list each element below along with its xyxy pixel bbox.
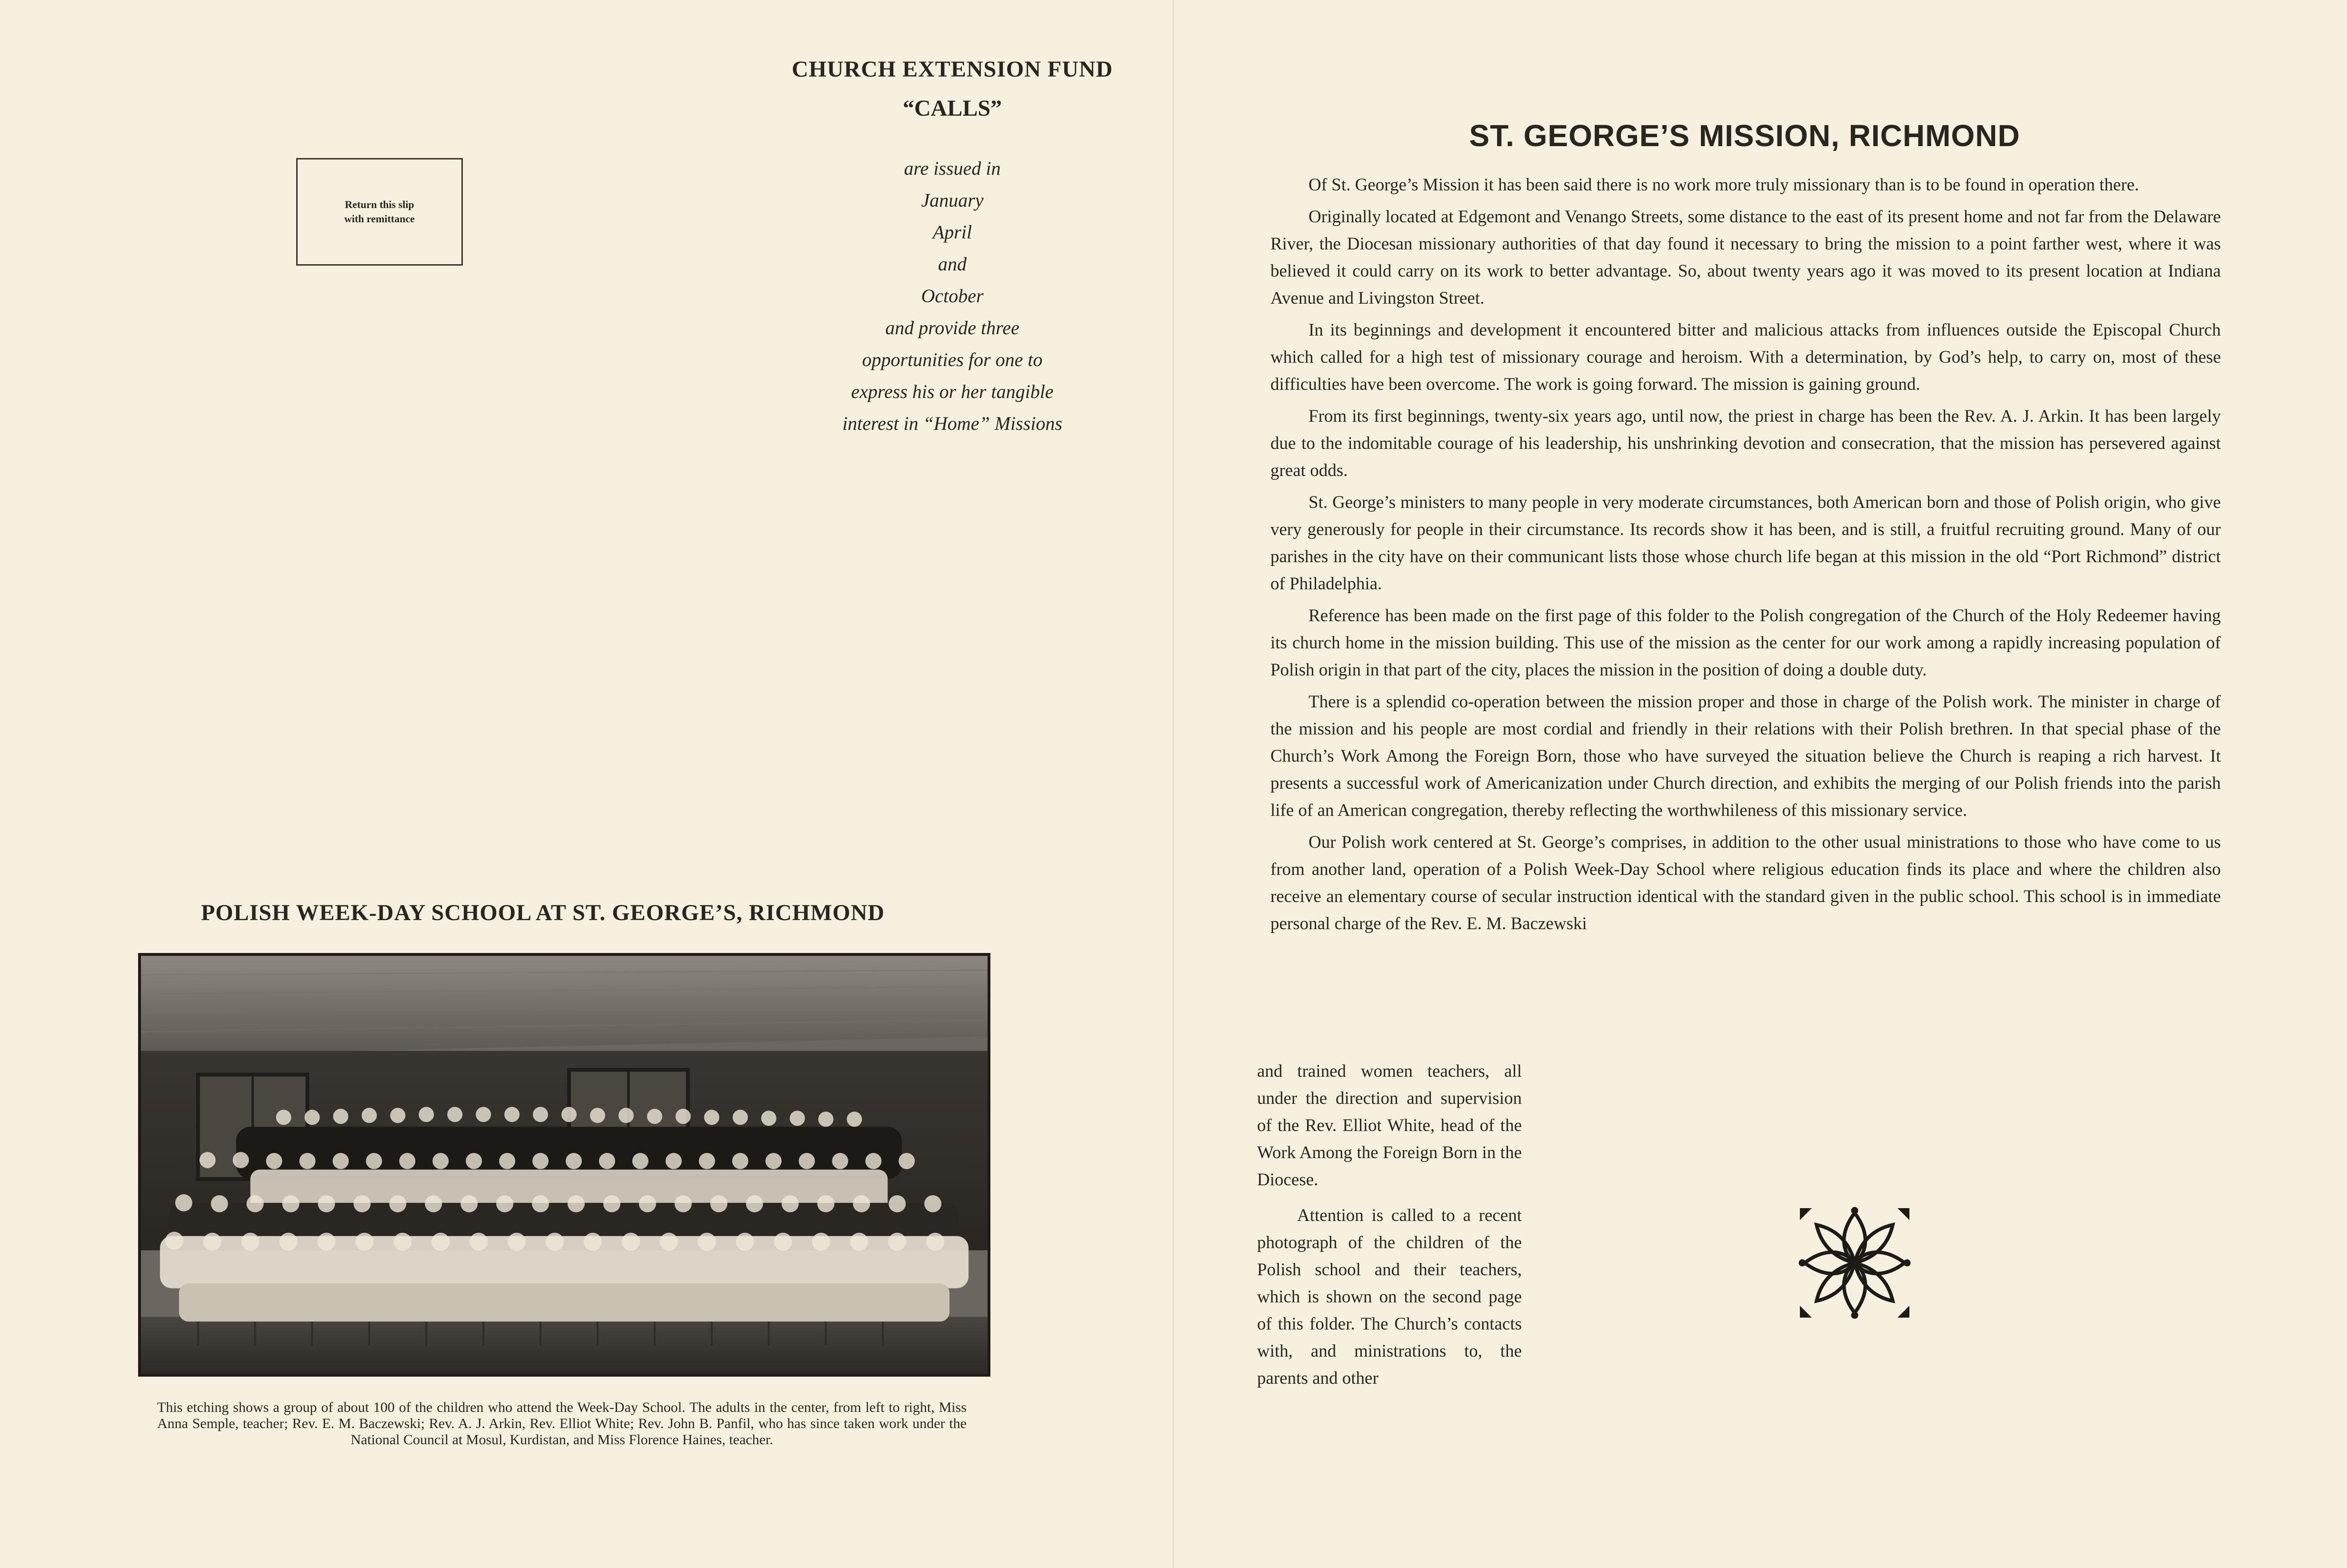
ornament-graphic: [1795, 1203, 1914, 1322]
fund-line: April: [932, 221, 972, 243]
fund-line: and: [938, 253, 967, 275]
article-paragraph: There is a splendid co-operation between the mission proper and those in charge of the Polish work. The minister in charge of the mission and his people are most cordial and friendly in their relations with their Polish brethren. In that special phase of the Church’s Work Among the Foreign Born, those who have surveyed the situation believe the Church is reaping a rich harvest. It presents a successful work of Americanization under Church direction, and exhibits the merging of our Polish friends into the parish life of an American congregation, thereby reflecting the worthwhileness of this missionary service.: [1270, 692, 2221, 820]
article-paragraph: Of St. George’s Mission it has been said there is no work more truly missionary than is to be found in operation there.: [1308, 175, 2139, 195]
fund-line: express his or her tangible: [851, 381, 1054, 402]
slip-line: with remittance: [344, 213, 415, 225]
fund-line: opportunities for one to: [862, 349, 1043, 370]
article-paragraph: Originally located at Edgemont and Venango Streets, some distance to the east of its present home and not far from the Delaware River, the Diocesan missionary authorities of that day found it necessary to bring the mission to a point farther west, where it was believed it could carry on its work to better advantage. So, about twenty years ago it was moved to its present location at Indiana Avenue and Livingston Street.: [1270, 207, 2221, 308]
photo-caption: This etching shows a group of about 100 of the children who attend the Week-Day School. The adults in the center, from left to right, Miss Anna Semple, teacher; Rev. E. M. Baczewski; Rev. A. J. Arkin, Rev. Elliot White; Rev. John B. Panfil, who has since taken work under the National Council at Mosul, Kurdistan, and Miss Florence Haines, teacher.: [157, 1399, 967, 1448]
mission-title: ST. GEORGE’S MISSION, RICHMOND: [1469, 119, 2020, 153]
article-paragraph: and trained women teachers, all under the direction and supervision of the Rev. Elliot White, head of the Work Among the Foreign Born in the Diocese.: [1257, 1062, 1522, 1190]
fund-line: and provide three: [885, 317, 1019, 338]
photo-title: POLISH WEEK-DAY SCHOOL AT ST. GEORGE’S, RICHMOND: [201, 900, 885, 925]
fund-title: CHURCH EXTENSION FUND: [791, 57, 1113, 82]
article-narrow-column: [1257, 1058, 1522, 1400]
floral-ornament-icon: [1795, 1203, 1914, 1322]
fund-line: October: [921, 285, 984, 307]
article-paragraph: In its beginnings and development it encountered bitter and malicious attacks from influences outside the Episcopal Church which called for a high test of missionary courage and heroism. With a determination, by God’s help, to carry on, most of these difficulties have been overcome. The work is going forward. The mission is gaining ground.: [1270, 320, 2221, 394]
photo-illustration: [141, 956, 988, 1374]
article-paragraph: Our Polish work centered at St. George’s comprises, in addition to the other usual ministrations to those who have come to us from another land, operation of a Polish Week-Day School where religious education finds its place and where the children also receive an elementary course of secular instruction identical with the standard given in the public school. This school is in immediate personal charge of the Rev. E. M. Baczewski: [1270, 833, 2221, 933]
article-paragraph: From its first beginnings, twenty-six years ago, until now, the priest in charge has been the Rev. A. J. Arkin. It has been largely due to the indomitable courage of his leadership, his unshrinking devotion and consecration, that the mission has persevered against great odds.: [1270, 407, 2221, 480]
school-group-photo: [138, 953, 990, 1377]
return-slip-box: [296, 158, 463, 266]
fund-line: January: [921, 189, 984, 211]
article-paragraph: Attention is called to a recent photograph of the children of the Polish school and their teachers, which is shown on the second page of this folder. The Church’s contacts with, and ministrations to, the parents and other: [1257, 1206, 1522, 1388]
article-paragraph: St. George’s ministers to many people in very moderate circumstances, both American born and those of Polish origin, who give very generously for people in their circumstance. Its records show it has been, and is still, a fruitful recruiting ground. Many of our parishes in the city have on their communicant lists those whose church life began at this mission in the old “Port Richmond” district of Philadelphia.: [1270, 493, 2221, 594]
mission-article: [1270, 171, 2221, 942]
fund-line: interest in “Home” Missions: [842, 413, 1062, 434]
fund-line: are issued in: [904, 158, 1001, 179]
fund-schedule-text: [743, 152, 1162, 439]
fund-calls-heading: “CALLS”: [902, 96, 1002, 121]
left-page: [0, 0, 1173, 1568]
slip-line: Return this slip: [345, 198, 414, 210]
article-paragraph: Reference has been made on the first page of this folder to the Polish congregation of the Church of the Holy Redeemer having its church home in the mission building. This use of the mission as the center for our work among a rapidly increasing population of Polish origin in that part of the city, places the mission in the position of doing a double duty.: [1270, 606, 2221, 680]
